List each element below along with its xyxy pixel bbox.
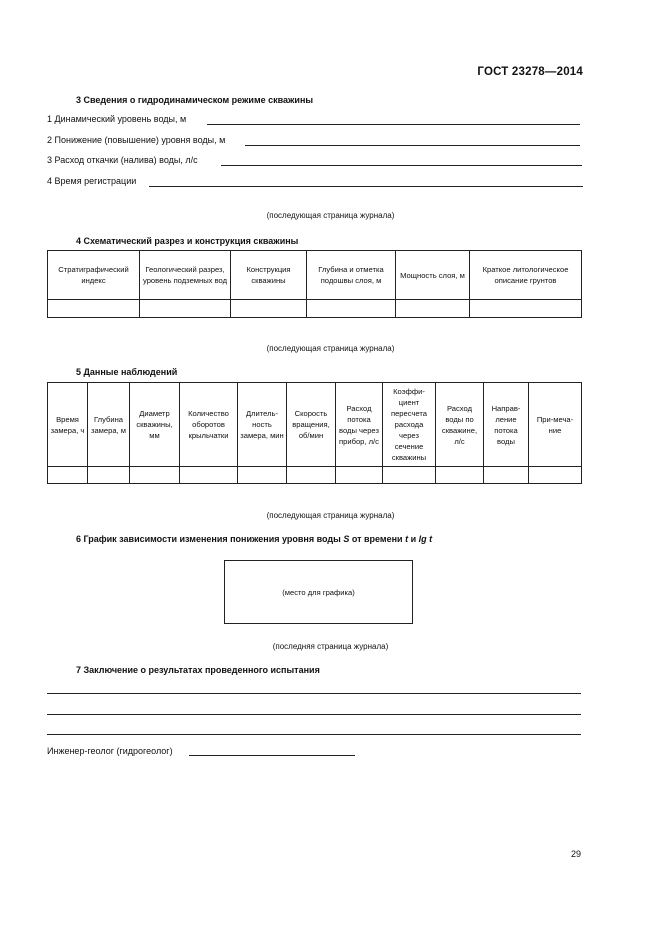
field-registration-time-blank — [149, 186, 583, 187]
header-cell: Краткое литологическое описание грунтов — [470, 251, 582, 300]
table-cell — [140, 300, 231, 318]
header-cell: Количество оборотов крыльчатки — [180, 383, 238, 467]
header-cell: Глубина замера, м — [88, 383, 130, 467]
table-cell — [48, 467, 88, 484]
table-cell — [287, 467, 336, 484]
next-page-note: (последующая страница журнала) — [266, 344, 395, 353]
section-6-title-and: и — [408, 534, 419, 544]
signature-blank — [189, 755, 355, 756]
header-cell: Конструкция скважины — [231, 251, 307, 300]
table-cell — [231, 300, 307, 318]
header-cell: Коэффи-циент пересчета расхода через сечение скважины — [383, 383, 436, 467]
table-header-row — [48, 251, 582, 300]
header-cell: Диаметр скважины, мм — [130, 383, 180, 467]
header-cell: Стратиграфический индекс — [48, 251, 140, 300]
header-cell: Скорость вращения, об/мин — [287, 383, 336, 467]
section-6-title-mid: от времени — [349, 534, 406, 544]
observations-table — [47, 382, 582, 484]
table-cell — [529, 467, 582, 484]
last-page-note: (последняя страница журнала) — [272, 642, 389, 651]
next-page-note: (последующая страница журнала) — [266, 511, 395, 520]
field-dynamic-level: 1 Динамический уровень воды, м — [47, 114, 187, 124]
table-cell — [307, 300, 396, 318]
section-7-title: 7 Заключение о результатах проведенного испытания — [76, 665, 320, 675]
field-discharge: 3 Расход откачки (налива) воды, л/с — [47, 155, 198, 165]
well-section-table — [47, 250, 582, 318]
field-registration-time: 4 Время регистрации — [47, 176, 137, 186]
table-cell — [238, 467, 287, 484]
conclusion-line — [47, 734, 581, 735]
header-cell: Длитель-ность замера, мин — [238, 383, 287, 467]
standard-number: ГОСТ 23278—2014 — [477, 66, 583, 78]
header-cell: Направ-ление потока воды — [484, 383, 529, 467]
header-cell: Глубина и отметка подошвы слоя, м — [307, 251, 396, 300]
conclusion-line — [47, 714, 581, 715]
next-page-note: (последующая страница журнала) — [266, 211, 395, 220]
table-cell — [180, 467, 238, 484]
table-cell — [48, 300, 140, 318]
graph-placeholder — [224, 560, 413, 624]
section-4-title: 4 Схематический разрез и конструкция скважины — [76, 236, 299, 246]
table-cell — [383, 467, 436, 484]
header-cell: При-меча-ние — [529, 383, 582, 467]
symbol-t: t — [405, 534, 409, 544]
table-cell — [484, 467, 529, 484]
table-cell — [396, 300, 470, 318]
graph-placeholder-label: (место для графика) — [282, 587, 355, 597]
table-cell — [336, 467, 383, 484]
field-discharge-blank — [221, 165, 582, 166]
field-drawdown: 2 Понижение (повышение) уровня воды, м — [47, 135, 226, 145]
header-cell: Геологический разрез, уровень подземных вод — [140, 251, 231, 300]
symbol-lgt: lg t — [418, 534, 433, 544]
header-cell: Расход воды по скважине, л/с — [436, 383, 484, 467]
field-dynamic-level-blank — [207, 124, 580, 125]
table-row — [48, 300, 582, 318]
page-number: 29 — [570, 849, 581, 859]
section-3-title: 3 Сведения о гидродинамическом режиме скважины — [76, 95, 314, 105]
section-6-title — [76, 534, 432, 544]
header-cell: Время замера, ч — [48, 383, 88, 467]
symbol-S: S — [343, 534, 350, 544]
table-cell — [470, 300, 582, 318]
table-header-row — [48, 383, 582, 467]
header-cell: Расход потока воды через прибор, л/с — [336, 383, 383, 467]
table-cell — [130, 467, 180, 484]
table-cell — [436, 467, 484, 484]
header-cell: Мощность слоя, м — [396, 251, 470, 300]
conclusion-line — [47, 693, 581, 694]
table-cell — [88, 467, 130, 484]
table-row — [48, 467, 582, 484]
section-5-title: 5 Данные наблюдений — [76, 367, 178, 377]
signature-label: Инженер-геолог (гидрогеолог) — [47, 746, 173, 756]
section-6-title-prefix: 6 График зависимости изменения понижения уровня воды — [76, 534, 344, 544]
field-drawdown-blank — [245, 145, 580, 146]
